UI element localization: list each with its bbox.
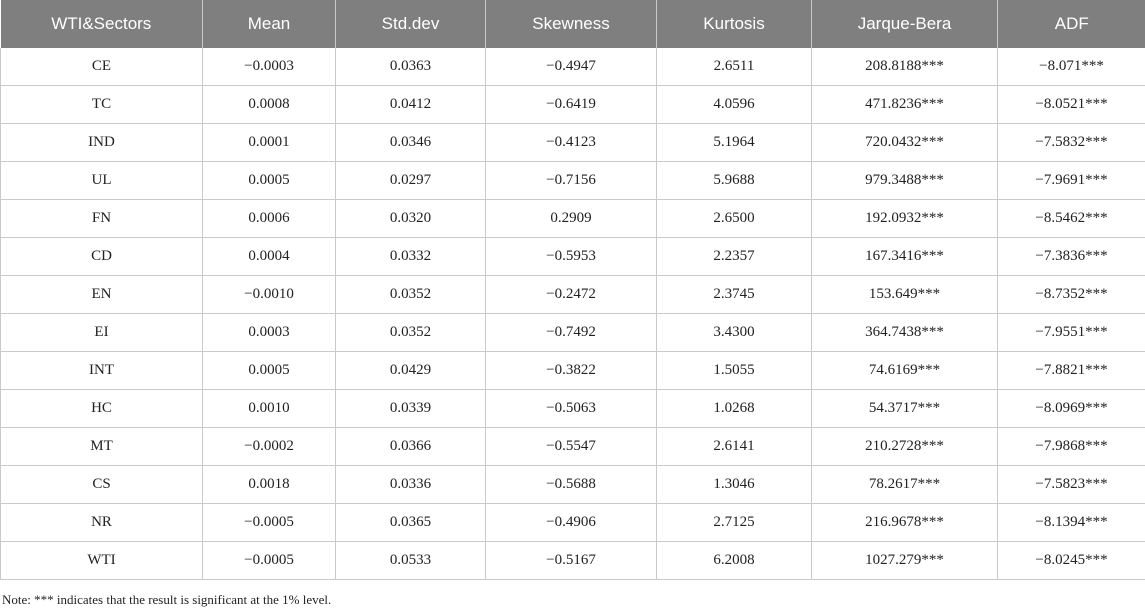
adf-cell: −7.5823***	[998, 466, 1145, 504]
table-row	[1, 466, 1145, 504]
skewness-cell: −0.7492	[486, 314, 657, 352]
jarque-bera-cell: 192.0932***	[812, 200, 998, 238]
std-dev-cell: 0.0339	[336, 390, 486, 428]
table-row	[1, 428, 1145, 466]
std-dev-cell: 0.0533	[336, 542, 486, 580]
skewness-cell: 0.2909	[486, 200, 657, 238]
jarque-bera-cell: 74.6169***	[812, 352, 998, 390]
kurtosis-cell: 1.5055	[657, 352, 812, 390]
skewness-cell: −0.6419	[486, 86, 657, 124]
table-note: Note: *** indicates that the result is significant at the 1% level.	[2, 592, 332, 607]
table-body	[1, 48, 1145, 580]
table-row	[1, 542, 1145, 580]
std-dev-cell: 0.0412	[336, 86, 486, 124]
mean-cell: −0.0010	[203, 276, 336, 314]
std-dev-cell: 0.0352	[336, 276, 486, 314]
kurtosis-cell: 2.6500	[657, 200, 812, 238]
adf-cell: −8.1394***	[998, 504, 1145, 542]
sector-cell: EI	[1, 314, 203, 352]
adf-cell: −7.5832***	[998, 124, 1145, 162]
table-row	[1, 390, 1145, 428]
kurtosis-cell: 4.0596	[657, 86, 812, 124]
skewness-cell: −0.4947	[486, 48, 657, 86]
mean-cell: 0.0001	[203, 124, 336, 162]
adf-cell: −7.8821***	[998, 352, 1145, 390]
kurtosis-cell: 6.2008	[657, 542, 812, 580]
std-dev-cell: 0.0332	[336, 238, 486, 276]
sector-cell: CE	[1, 48, 203, 86]
header-sector: WTI&Sectors	[1, 0, 203, 48]
table-row	[1, 314, 1145, 352]
skewness-cell: −0.4906	[486, 504, 657, 542]
mean-cell: 0.0006	[203, 200, 336, 238]
table-row	[1, 276, 1145, 314]
adf-cell: −7.3836***	[998, 238, 1145, 276]
skewness-cell: −0.7156	[486, 162, 657, 200]
kurtosis-cell: 5.9688	[657, 162, 812, 200]
sector-cell: UL	[1, 162, 203, 200]
jarque-bera-cell: 1027.279***	[812, 542, 998, 580]
mean-cell: −0.0005	[203, 542, 336, 580]
mean-cell: 0.0008	[203, 86, 336, 124]
sector-cell: FN	[1, 200, 203, 238]
sector-cell: IND	[1, 124, 203, 162]
jarque-bera-cell: 54.3717***	[812, 390, 998, 428]
kurtosis-cell: 3.4300	[657, 314, 812, 352]
sector-cell: HC	[1, 390, 203, 428]
mean-cell: 0.0005	[203, 162, 336, 200]
mean-cell: 0.0005	[203, 352, 336, 390]
header-mean: Mean	[203, 0, 336, 48]
std-dev-cell: 0.0320	[336, 200, 486, 238]
mean-cell: 0.0018	[203, 466, 336, 504]
table-row	[1, 504, 1145, 542]
mean-cell: 0.0003	[203, 314, 336, 352]
adf-cell: −7.9691***	[998, 162, 1145, 200]
std-dev-cell: 0.0365	[336, 504, 486, 542]
skewness-cell: −0.5063	[486, 390, 657, 428]
kurtosis-cell: 1.3046	[657, 466, 812, 504]
header-kurtosis: Kurtosis	[657, 0, 812, 48]
table-row	[1, 124, 1145, 162]
jarque-bera-cell: 979.3488***	[812, 162, 998, 200]
adf-cell: −8.7352***	[998, 276, 1145, 314]
adf-cell: −7.9551***	[998, 314, 1145, 352]
table-row	[1, 48, 1145, 86]
skewness-cell: −0.5167	[486, 542, 657, 580]
kurtosis-cell: 2.7125	[657, 504, 812, 542]
std-dev-cell: 0.0366	[336, 428, 486, 466]
mean-cell: 0.0004	[203, 238, 336, 276]
adf-cell: −8.0521***	[998, 86, 1145, 124]
jarque-bera-cell: 364.7438***	[812, 314, 998, 352]
sector-cell: MT	[1, 428, 203, 466]
jarque-bera-cell: 471.8236***	[812, 86, 998, 124]
table-header	[1, 0, 1145, 48]
skewness-cell: −0.2472	[486, 276, 657, 314]
sector-cell: CD	[1, 238, 203, 276]
std-dev-cell: 0.0297	[336, 162, 486, 200]
std-dev-cell: 0.0346	[336, 124, 486, 162]
std-dev-cell: 0.0363	[336, 48, 486, 86]
sector-cell: EN	[1, 276, 203, 314]
adf-cell: −8.071***	[998, 48, 1145, 86]
kurtosis-cell: 2.6141	[657, 428, 812, 466]
adf-cell: −8.5462***	[998, 200, 1145, 238]
table-row	[1, 162, 1145, 200]
jarque-bera-cell: 208.8188***	[812, 48, 998, 86]
skewness-cell: −0.3822	[486, 352, 657, 390]
skewness-cell: −0.5953	[486, 238, 657, 276]
sector-cell: INT	[1, 352, 203, 390]
header-skewness: Skewness	[486, 0, 657, 48]
mean-cell: 0.0010	[203, 390, 336, 428]
table-row	[1, 86, 1145, 124]
adf-cell: −8.0245***	[998, 542, 1145, 580]
jarque-bera-cell: 216.9678***	[812, 504, 998, 542]
kurtosis-cell: 1.0268	[657, 390, 812, 428]
header-jarque-bera: Jarque-Bera	[812, 0, 998, 48]
kurtosis-cell: 2.3745	[657, 276, 812, 314]
mean-cell: −0.0002	[203, 428, 336, 466]
jarque-bera-cell: 167.3416***	[812, 238, 998, 276]
jarque-bera-cell: 210.2728***	[812, 428, 998, 466]
skewness-cell: −0.5547	[486, 428, 657, 466]
kurtosis-cell: 5.1964	[657, 124, 812, 162]
mean-cell: −0.0003	[203, 48, 336, 86]
skewness-cell: −0.5688	[486, 466, 657, 504]
sector-cell: WTI	[1, 542, 203, 580]
skewness-cell: −0.4123	[486, 124, 657, 162]
table-row	[1, 238, 1145, 276]
std-dev-cell: 0.0336	[336, 466, 486, 504]
header-adf: ADF	[998, 0, 1145, 48]
table-row	[1, 352, 1145, 390]
std-dev-cell: 0.0352	[336, 314, 486, 352]
table-row	[1, 200, 1145, 238]
jarque-bera-cell: 720.0432***	[812, 124, 998, 162]
kurtosis-cell: 2.2357	[657, 238, 812, 276]
sector-cell: NR	[1, 504, 203, 542]
jarque-bera-cell: 78.2617***	[812, 466, 998, 504]
sector-cell: TC	[1, 86, 203, 124]
jarque-bera-cell: 153.649***	[812, 276, 998, 314]
adf-cell: −7.9868***	[998, 428, 1145, 466]
std-dev-cell: 0.0429	[336, 352, 486, 390]
sector-cell: CS	[1, 466, 203, 504]
kurtosis-cell: 2.6511	[657, 48, 812, 86]
header-row	[1, 0, 1145, 48]
adf-cell: −8.0969***	[998, 390, 1145, 428]
mean-cell: −0.0005	[203, 504, 336, 542]
header-std-dev: Std.dev	[336, 0, 486, 48]
